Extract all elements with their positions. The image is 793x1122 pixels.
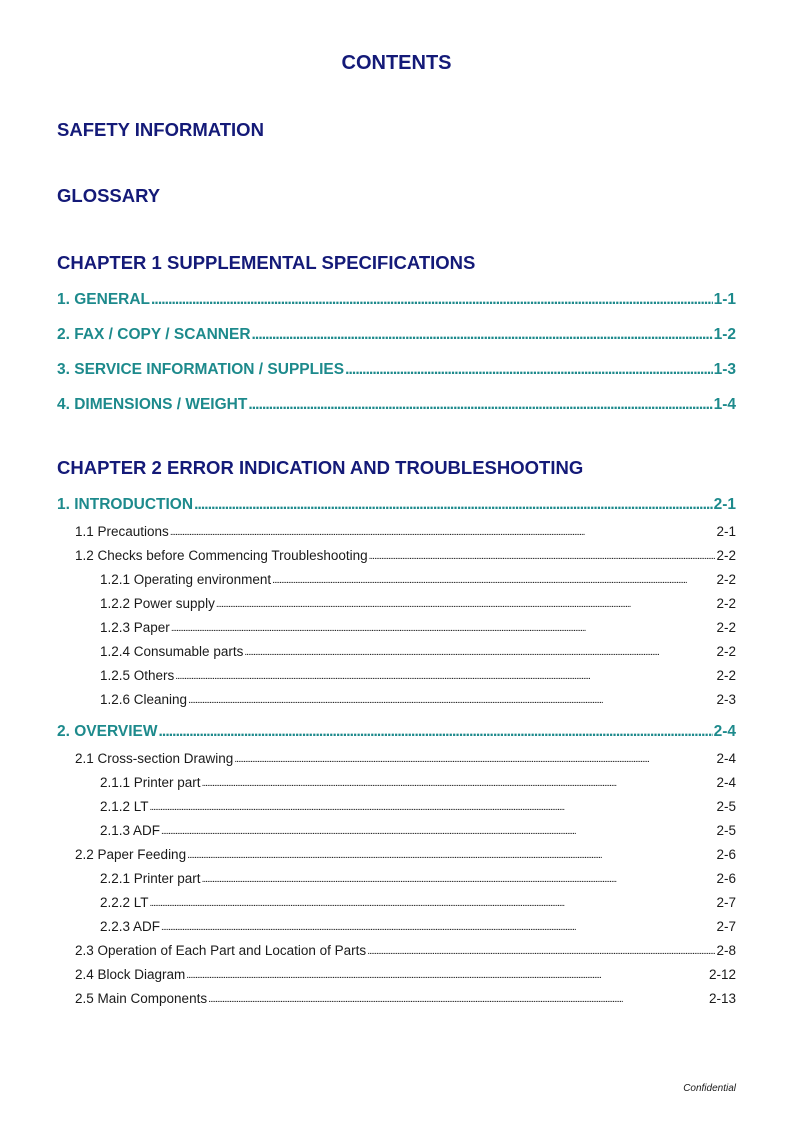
toc-entry-introduction[interactable]: [57, 496, 736, 514]
toc-entry-page: 2-2: [716, 548, 736, 563]
page-title: CONTENTS: [341, 52, 452, 74]
toc-entry-title: 1.2.6 Cleaning: [100, 692, 188, 707]
dot-leader: [171, 622, 716, 635]
heading-safety-information: SAFETY INFORMATION: [57, 119, 264, 140]
toc-entry-title: 2. FAX / COPY / SCANNER: [57, 326, 251, 343]
toc-entry-title: 2.1.3 ADF: [100, 823, 161, 838]
toc-entry-title: 1.2.4 Consumable parts: [100, 644, 244, 659]
heading-chapter-1: CHAPTER 1 SUPPLEMENTAL SPECIFICATIONS: [57, 252, 476, 273]
toc-entry-page: 1-2: [713, 326, 736, 343]
toc-entry-page: 2-7: [716, 895, 736, 910]
toc-entry-precautions[interactable]: [75, 524, 736, 539]
toc-entry-dimensions-weight[interactable]: [57, 396, 736, 414]
toc-entry-title: 3. SERVICE INFORMATION / SUPPLIES: [57, 361, 345, 378]
toc-entry-title: 4. DIMENSIONS / WEIGHT: [57, 396, 248, 413]
toc-entry-title: 2.3 Operation of Each Part and Location of Parts: [75, 943, 367, 958]
dot-leader: [186, 969, 708, 982]
toc-entry-main-components[interactable]: [75, 991, 736, 1006]
toc-entry-printer-part[interactable]: [100, 775, 736, 790]
toc-entry-title: 1. INTRODUCTION: [57, 496, 194, 513]
toc-entry-page: 2-2: [716, 572, 736, 587]
dot-leader: [187, 849, 715, 862]
toc-entry-page: 2-1: [713, 496, 736, 513]
confidential-footer: Confidential: [683, 1083, 736, 1094]
toc-entry-page: 2-2: [716, 620, 736, 635]
toc-entry-title: 2.1.2 LT: [100, 799, 149, 814]
dot-leader: [345, 361, 713, 379]
toc-entry-title: 2.1.1 Printer part: [100, 775, 201, 790]
toc-entry-title: 1.2.3 Paper: [100, 620, 170, 635]
toc-entry-general[interactable]: [57, 291, 736, 309]
toc-entry-page: 2-5: [716, 823, 736, 838]
toc-entry-title: 1.2.1 Operating environment: [100, 572, 272, 587]
toc-entry-page: 1-1: [713, 291, 736, 308]
toc-entry-title: 2.4 Block Diagram: [75, 967, 186, 982]
dot-leader: [150, 897, 716, 910]
dot-leader: [272, 574, 715, 587]
dot-leader: [234, 753, 715, 766]
toc-entry-cross-section[interactable]: [75, 751, 736, 766]
toc-entry-overview[interactable]: [57, 723, 736, 741]
dot-leader: [188, 694, 715, 707]
toc-entry-title: 2.2.1 Printer part: [100, 871, 201, 886]
toc-entry-page: 2-12: [708, 967, 736, 982]
toc-entry-title: 2.2.3 ADF: [100, 919, 161, 934]
toc-entry-page: 2-7: [716, 919, 736, 934]
toc-entry-consumable-parts[interactable]: [100, 644, 736, 659]
toc-entry-page: 2-2: [716, 644, 736, 659]
dot-leader: [161, 921, 715, 934]
toc-entry-page: 2-4: [713, 723, 736, 740]
dot-leader: [369, 550, 716, 563]
toc-entry-title: 1.2.2 Power supply: [100, 596, 215, 611]
toc-entry-cleaning[interactable]: [100, 692, 736, 707]
toc-entry-feed-printer-part[interactable]: [100, 871, 736, 886]
toc-entry-page: 2-13: [708, 991, 736, 1006]
toc-entry-page: 2-4: [716, 775, 736, 790]
toc-entry-page: 1-4: [713, 396, 736, 413]
toc-entry-power-supply[interactable]: [100, 596, 736, 611]
toc-entry-feed-lt[interactable]: [100, 895, 736, 910]
toc-entry-page: 2-2: [716, 668, 736, 683]
toc-entry-page: 2-8: [716, 943, 736, 958]
toc-entry-title: 2.2.2 LT: [100, 895, 149, 910]
dot-leader: [151, 291, 713, 309]
toc-entry-block-diagram[interactable]: [75, 967, 736, 982]
toc-entry-page: 2-6: [716, 847, 736, 862]
toc-entry-paper[interactable]: [100, 620, 736, 635]
toc-entry-checks[interactable]: [75, 548, 736, 563]
dot-leader: [194, 496, 713, 514]
dot-leader: [248, 396, 712, 414]
heading-chapter-2: CHAPTER 2 ERROR INDICATION AND TROUBLESHOOTING: [57, 457, 584, 478]
toc-entry-page: 2-5: [716, 799, 736, 814]
toc-entry-lt[interactable]: [100, 799, 736, 814]
dot-leader: [202, 873, 716, 886]
toc-entry-title: 2.5 Main Components: [75, 991, 208, 1006]
dot-leader: [244, 646, 715, 659]
toc-entry-title: 1. GENERAL: [57, 291, 151, 308]
toc-entry-title: 2. OVERVIEW: [57, 723, 158, 740]
dot-leader: [150, 801, 716, 814]
toc-entry-page: 2-6: [716, 871, 736, 886]
toc-entry-operation[interactable]: [75, 943, 736, 958]
dot-leader: [216, 598, 716, 611]
toc-entry-adf[interactable]: [100, 823, 736, 838]
toc-entry-page: 2-2: [716, 596, 736, 611]
dot-leader: [161, 825, 715, 838]
toc-entry-page: 2-3: [716, 692, 736, 707]
dot-leader: [367, 945, 715, 958]
dot-leader: [159, 723, 713, 741]
dot-leader: [175, 670, 715, 683]
toc-entry-title: 2.1 Cross-section Drawing: [75, 751, 234, 766]
dot-leader: [208, 993, 708, 1006]
toc-entry-paper-feeding[interactable]: [75, 847, 736, 862]
toc-entry-fax-copy-scanner[interactable]: [57, 326, 736, 344]
toc-entry-title: 1.1 Precautions: [75, 524, 169, 539]
dot-leader: [202, 777, 716, 790]
toc-entry-page: 2-4: [716, 751, 736, 766]
toc-entry-page: 2-1: [716, 524, 736, 539]
toc-entry-feed-adf[interactable]: [100, 919, 736, 934]
dot-leader: [170, 526, 716, 539]
toc-entry-page: 1-3: [713, 361, 736, 378]
toc-entry-title: 2.2 Paper Feeding: [75, 847, 187, 862]
toc-entry-title: 1.2.5 Others: [100, 668, 175, 683]
toc-entry-service-information[interactable]: [57, 361, 736, 379]
toc-entry-others[interactable]: [100, 668, 736, 683]
heading-glossary: GLOSSARY: [57, 185, 161, 206]
dot-leader: [252, 326, 713, 344]
toc-entry-operating-environment[interactable]: [100, 572, 736, 587]
toc-entry-title: 1.2 Checks before Commencing Troubleshooting: [75, 548, 368, 563]
